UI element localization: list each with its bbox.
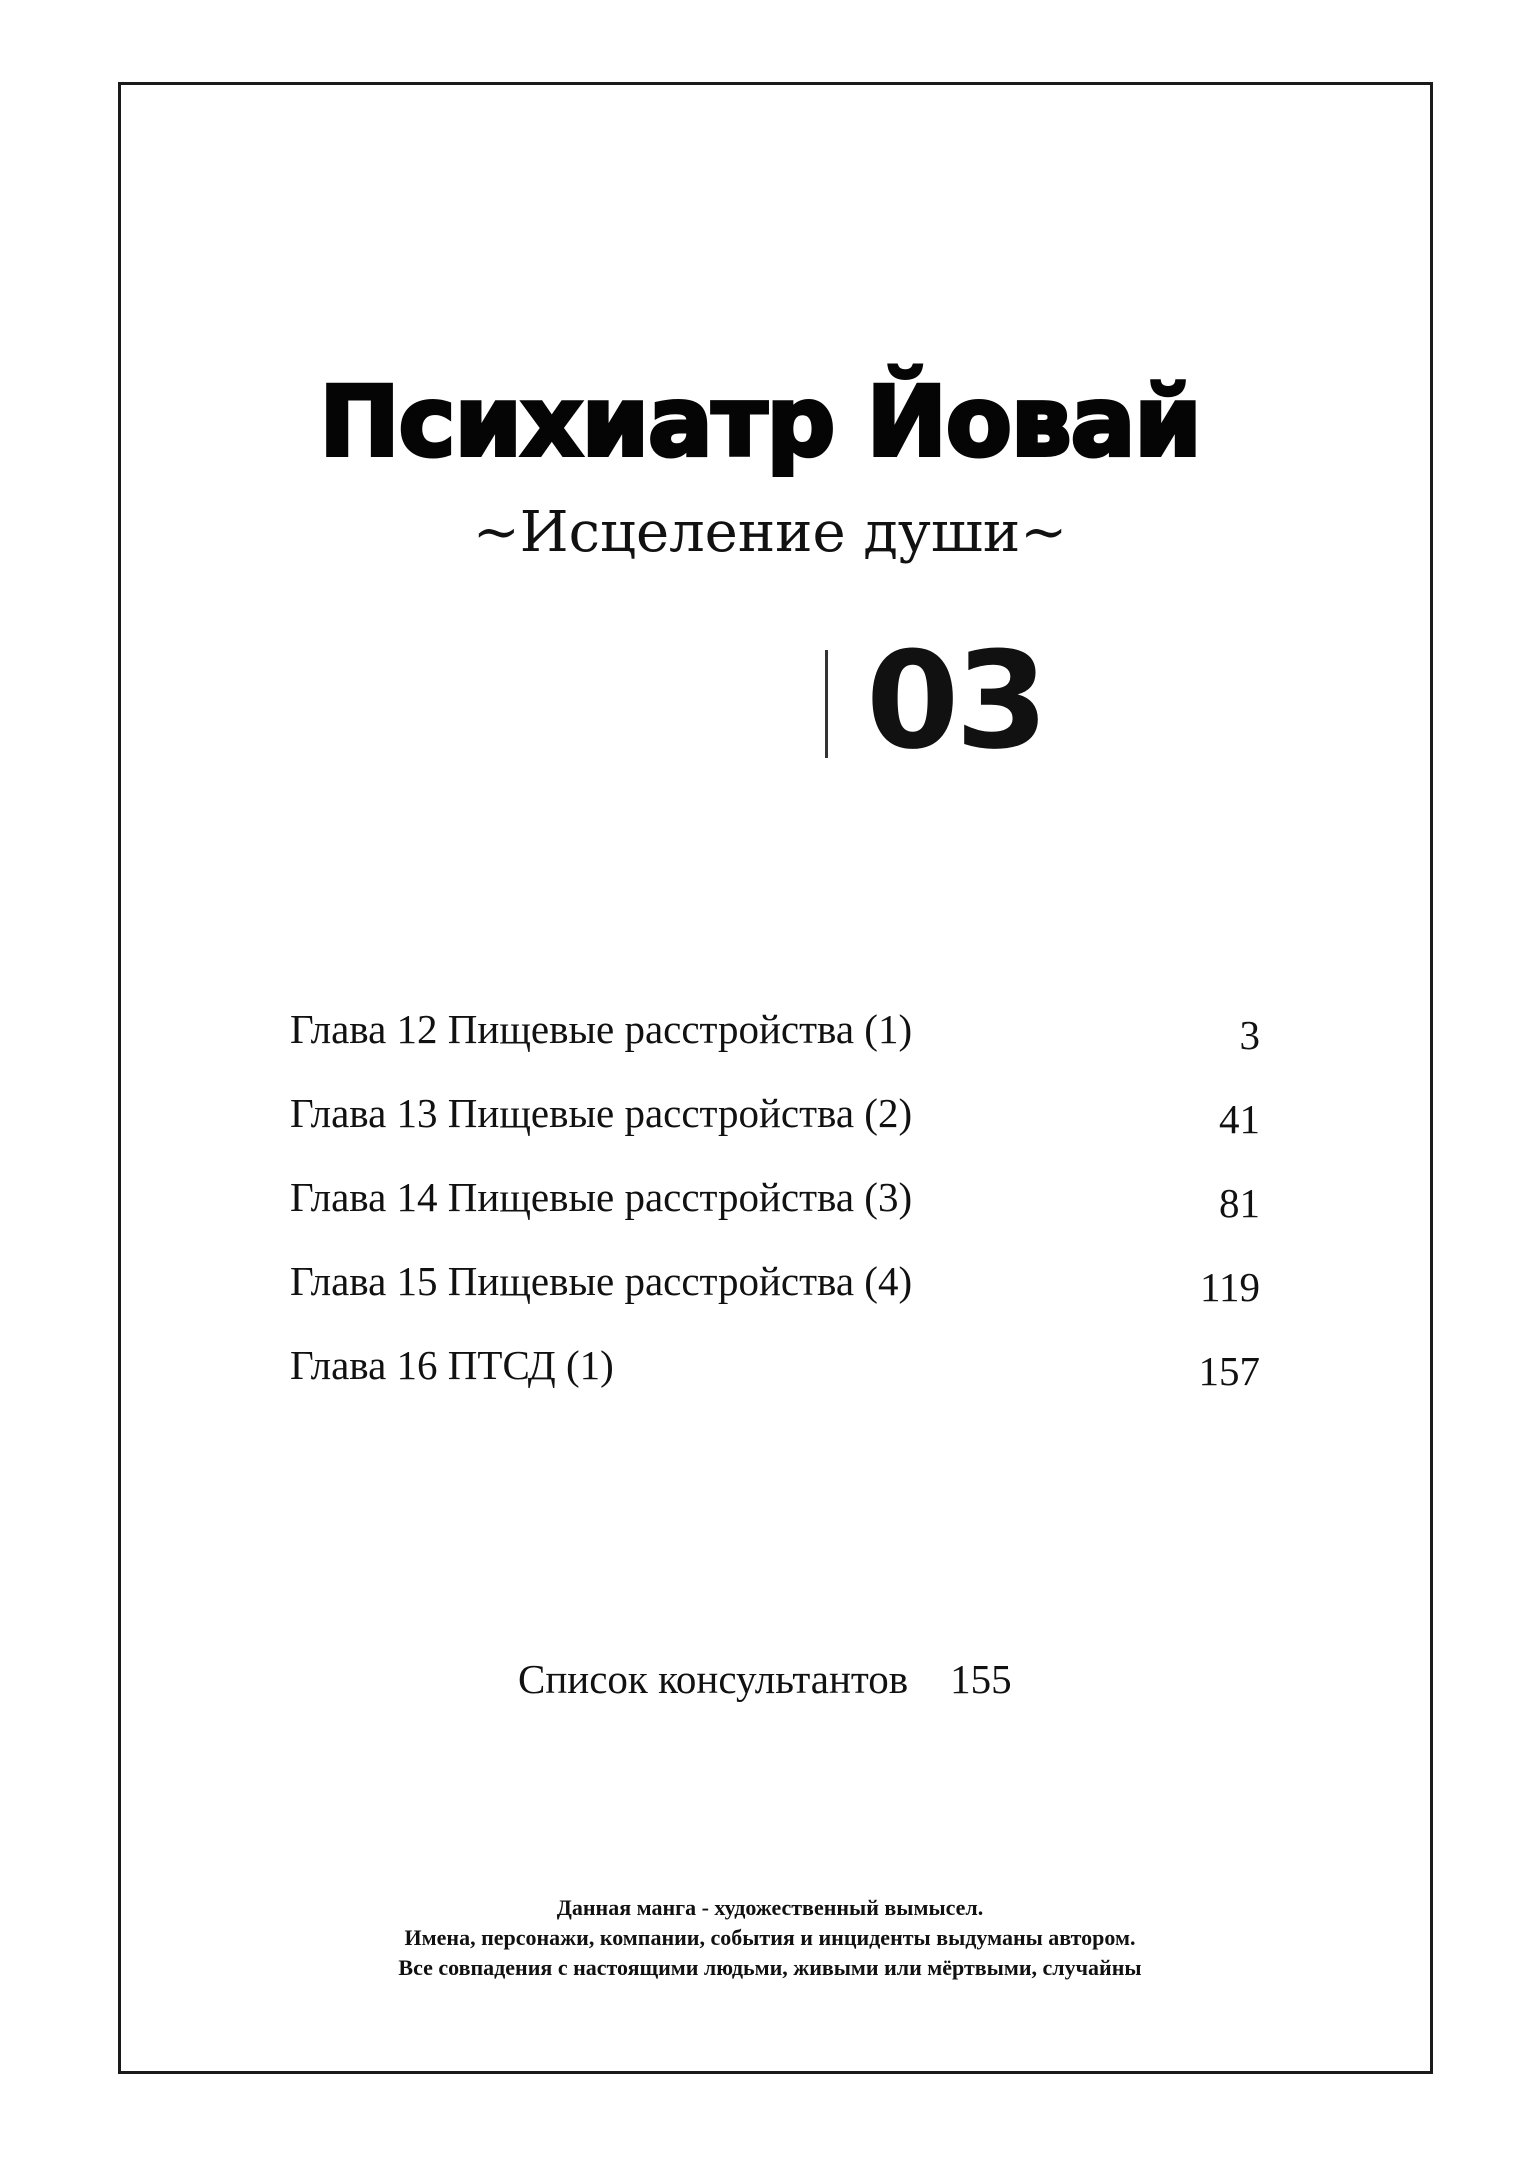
toc-chapter-title: Глава 13 Пищевые расстройства (2) [290, 1090, 913, 1136]
table-of-contents [290, 1005, 1260, 1425]
toc-chapter-title: Глава 16 ПТСД (1) [290, 1342, 614, 1388]
toc-page-number: 3 [1239, 1012, 1260, 1058]
toc-page-number: 119 [1200, 1264, 1260, 1310]
disclaimer-line: Имена, персонажи, компании, события и инциденты выдуманы автором. [404, 1925, 1136, 1950]
toc-row [290, 1173, 1260, 1257]
consultants-page-number: 155 [950, 1656, 1012, 1702]
disclaimer [0, 1893, 1520, 1983]
disclaimer-line: Данная манга - художественный вымысел. [556, 1895, 984, 1920]
volume-number: 03 [866, 623, 1045, 779]
book-subtitle: ~Исцеление души~ [472, 500, 1068, 565]
consultants-label: Список консультантов [518, 1656, 909, 1702]
toc-page-number: 41 [1219, 1096, 1260, 1142]
toc-page-number: 157 [1198, 1348, 1260, 1394]
toc-row [290, 1341, 1260, 1425]
toc-row [290, 1005, 1260, 1089]
toc-chapter-title: Глава 12 Пищевые расстройства (1) [290, 1006, 913, 1052]
toc-row [290, 1089, 1260, 1173]
volume-divider [825, 650, 828, 758]
disclaimer-line: Все совпадения с настоящими людьми, живыми или мёртвыми, случайны [398, 1955, 1142, 1980]
toc-page-number: 81 [1219, 1180, 1260, 1226]
toc-chapter-title: Глава 14 Пищевые расстройства (3) [290, 1174, 913, 1220]
consultants-entry [518, 1655, 1012, 1703]
toc-chapter-title: Глава 15 Пищевые расстройства (4) [290, 1258, 913, 1304]
toc-row [290, 1257, 1260, 1341]
book-title: Психиатр Йовай [319, 366, 1201, 478]
